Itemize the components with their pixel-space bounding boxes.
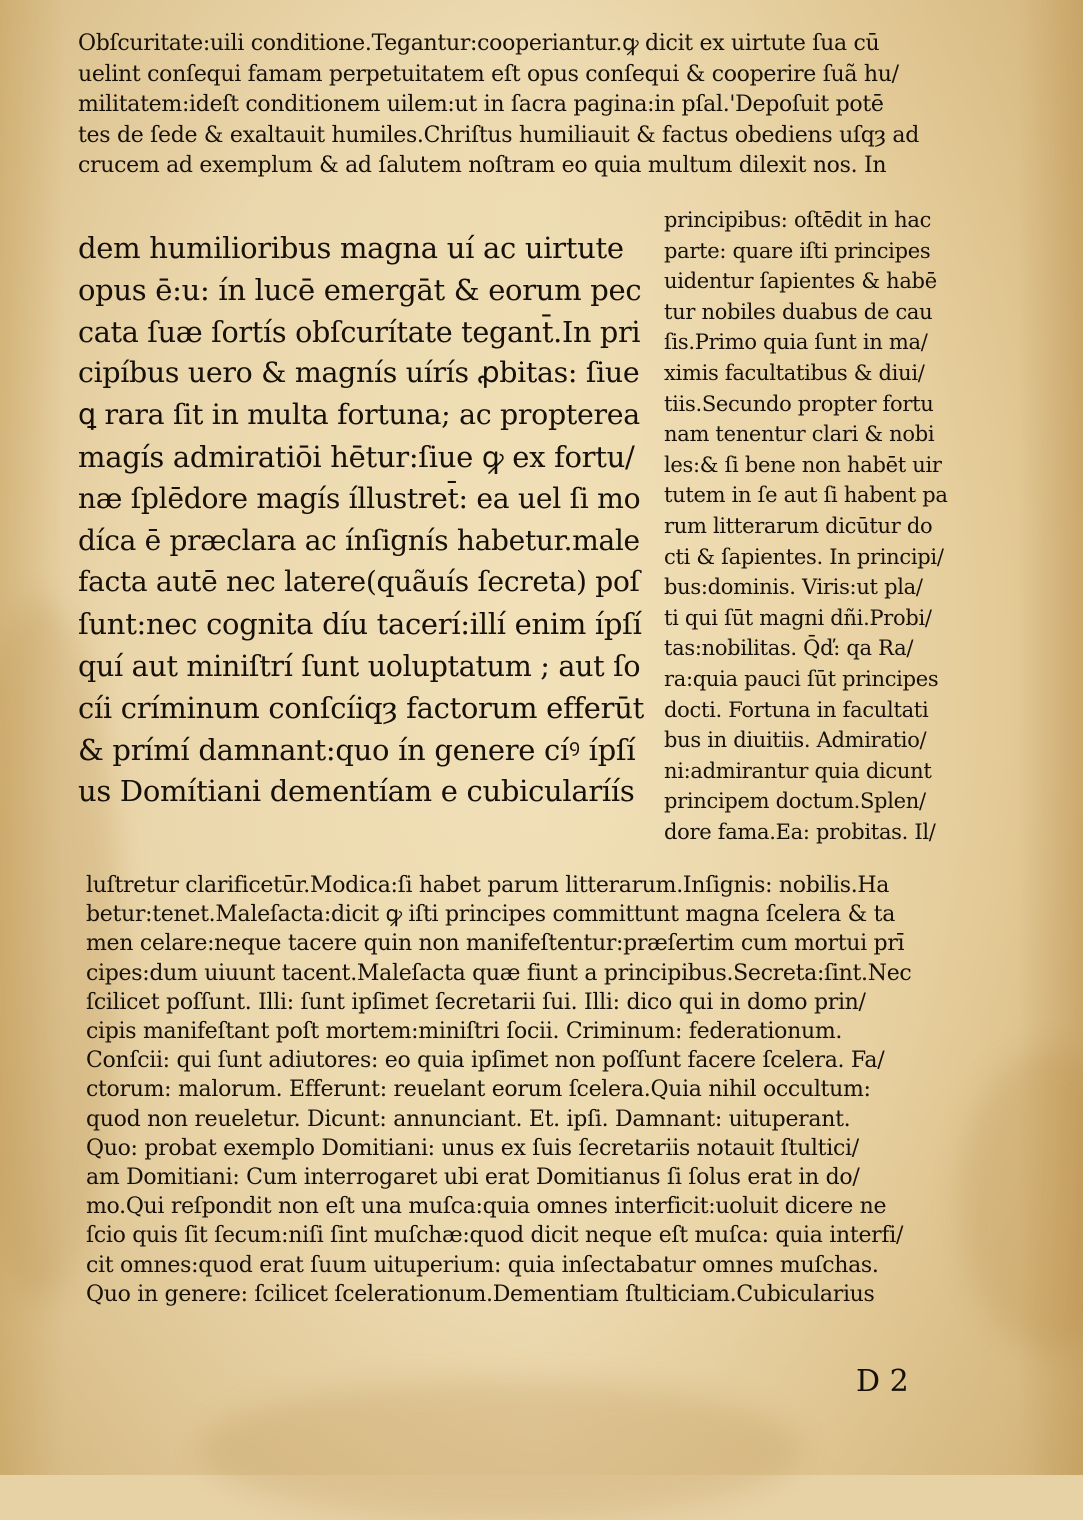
side-commentary-line: ti qui ſūt magni dñi.Probi/ bbox=[664, 605, 932, 630]
side-commentary-line: bus:dominis. Viris:ut pla/ bbox=[664, 575, 923, 600]
main-text-line: ꝗ rara ſit in multa fortuna; ac propterea bbox=[78, 398, 640, 432]
main-text-line: facta autē nec latere(quãuís ſecreta) poſ bbox=[78, 565, 640, 599]
top-commentary-line: Obſcuritate:uili conditione.Tegantur:cooperiantur.ꝙ dicit ex uirtute ſua cū bbox=[78, 31, 880, 56]
side-commentary-line: principibus: oſtēdit in hac bbox=[664, 208, 932, 232]
bottom-commentary-line: cit omnes:quod erat ſuum uituperium: quia inſectabatur omnes muſchas. bbox=[86, 1252, 879, 1278]
top-commentary-line: crucem ad exemplum & ad ſalutem noſtram eo quia multum dilexit nos. In bbox=[78, 153, 887, 178]
bottom-commentary-line: cipes:dum uiuunt tacent.Maleſacta quæ fiunt a principibus.Secreta:ſint.Nec bbox=[86, 960, 912, 986]
side-commentary-line: dore fama.Ea: probitas. Il/ bbox=[664, 820, 936, 844]
main-text-line: quí aut miniſtrí ſunt uoluptatum ; aut ſo bbox=[78, 649, 641, 683]
main-text-line: ſunt:nec cognita díu tacerí:illí enim ípſí bbox=[78, 607, 642, 642]
main-text-line: cíi críminum conſcíiqȝ factorum efferūt bbox=[78, 690, 644, 725]
side-commentary-line: ximis facultatibus & diui/ bbox=[664, 361, 925, 385]
side-commentary-line: ra:quia pauci ſūt principes bbox=[664, 667, 939, 691]
bottom-commentary-line: ſcilicet poſſunt. Illi: ſunt ipſimet ſecretarii ſui. Illi: dico qui in domo prin/ bbox=[86, 989, 866, 1015]
side-commentary-line: ni:admirantur quia dicunt bbox=[664, 758, 932, 783]
bottom-commentary-line: betur:tenet̄.Maleſacta:dicit ꝙ iſti principes committunt magna ſcelera & ta bbox=[86, 902, 896, 928]
bottom-commentary-line: men celare:neque tacere quin non manifeſtentur:præſertim cum mortui prī bbox=[86, 931, 905, 957]
bottom-commentary-line: luſtretur clarificetūr.Modica:ſi habet parum litterarum.Inſignis: nobilis.Ha bbox=[86, 873, 890, 898]
bottom-commentary-line: ctorum: malorum. Efferunt: reuelant eorum ſcelera.Quia nihil occultum: bbox=[86, 1077, 871, 1103]
main-text-line: opus ē:u: ín lucē emergāt & eorum pec bbox=[78, 272, 642, 307]
side-commentary-line: uidentur ſapientes & habē bbox=[664, 269, 937, 294]
bottom-commentary-line: Quo: probat exemplo Domitiani: unus ex ſuis ſecretariis notauit ſtultici/ bbox=[86, 1135, 859, 1161]
side-commentary-line: les:& ſi bene non habēt uir bbox=[664, 452, 942, 477]
side-commentary-line: bus in diuitiis. Admiratio/ bbox=[664, 728, 927, 753]
page-stain bbox=[200, 1380, 800, 1520]
side-commentary-line: tur nobiles duabus de cau bbox=[664, 299, 933, 324]
bottom-commentary-line: mo.Qui reſpondit non eſt una muſca:quia omnes interficit:uoluit dicere ne bbox=[86, 1194, 887, 1220]
main-text-line: díca ē præclara ac ínſignís habetur.male bbox=[78, 523, 640, 557]
side-commentary-line: docti. Fortuna in facultati bbox=[664, 697, 929, 722]
side-commentary-line: cti & ſapientes. In principi/ bbox=[664, 544, 944, 569]
main-text-line: & prímí damnant:quo ín genere cíꝰ ípſí bbox=[78, 732, 636, 767]
main-text-line: magís admiratiōi hētur:ſiue ꝙ ex fortu/ bbox=[78, 440, 635, 474]
bottom-commentary-line: ſcio quis ſit ſecum:niſi ſint muſchæ:quod dicit neque eſt muſca: quia interfi/ bbox=[86, 1223, 904, 1249]
main-text-line: cata ſuæ ſortís obſcurítate tegant̄.In pri bbox=[78, 314, 641, 349]
side-commentary-line: rum litterarum dicūtur do bbox=[664, 514, 933, 538]
main-text-line: cipíbus uero & magnís uírís ꝓbitas: ſiue bbox=[78, 356, 640, 390]
bottom-commentary-line: cipis manifeſtant poſt mortem:miniſtri ſocii. Criminum: federationum. bbox=[86, 1019, 843, 1044]
top-commentary-line: militatem:ideſt conditionem uilem:ut in ſacra pagina:in pſal.'Depoſuit potē bbox=[78, 92, 884, 117]
side-commentary-line: nam tenentur clari & nobi bbox=[664, 422, 935, 447]
top-commentary-line: tes de ſede & exaltauit humiles.Chriſtus humiliauit & factus obediens uſqȝ ad bbox=[78, 122, 920, 148]
signature-mark: D 2 bbox=[856, 1364, 909, 1399]
side-commentary-line: tas:nobilitas. Q̄ď: qa Ra/ bbox=[664, 636, 914, 661]
main-text-line: us Domítiani dementíam e cubicularíís bbox=[78, 774, 635, 809]
side-commentary-line: principem doctum.Splen/ bbox=[664, 789, 926, 814]
side-commentary-line: tutem in ſe aut ſi habent pa bbox=[664, 483, 948, 508]
side-commentary-line: tiis.Secundo propter fortu bbox=[664, 391, 934, 416]
side-commentary-line: parte: quare iſti principes bbox=[664, 238, 931, 263]
side-commentary-line: ſis.Primo quia ſunt in ma/ bbox=[664, 330, 928, 355]
top-commentary-line: uelint conſequi famam perpetuitatem eſt opus conſequi & cooperire ſuã hu/ bbox=[78, 61, 899, 87]
main-text-line: næ ſplēdore magís íllustret̄: ea uel ſi mo bbox=[78, 481, 641, 515]
bottom-commentary-line: quod non reueletur. Dicunt: annunciant. Et. ipſi. Damnant: uituperant. bbox=[86, 1106, 851, 1132]
bottom-commentary-line: Quo in genere: ſcilicet ſcelerationum.Dementiam ſtulticiam.Cubicularius bbox=[86, 1281, 875, 1307]
bottom-commentary-line: am Domitiani: Cum interrogaret ubi erat Domitianus ſi ſolus erat in do/ bbox=[86, 1165, 860, 1190]
bottom-commentary-line: Conſcii: qui ſunt adiutores: eo quia ipſimet non poſſunt facere ſcelera. Fa/ bbox=[86, 1048, 885, 1074]
main-text-line: dem humilioribus magna uí ac uirtute bbox=[78, 231, 624, 265]
